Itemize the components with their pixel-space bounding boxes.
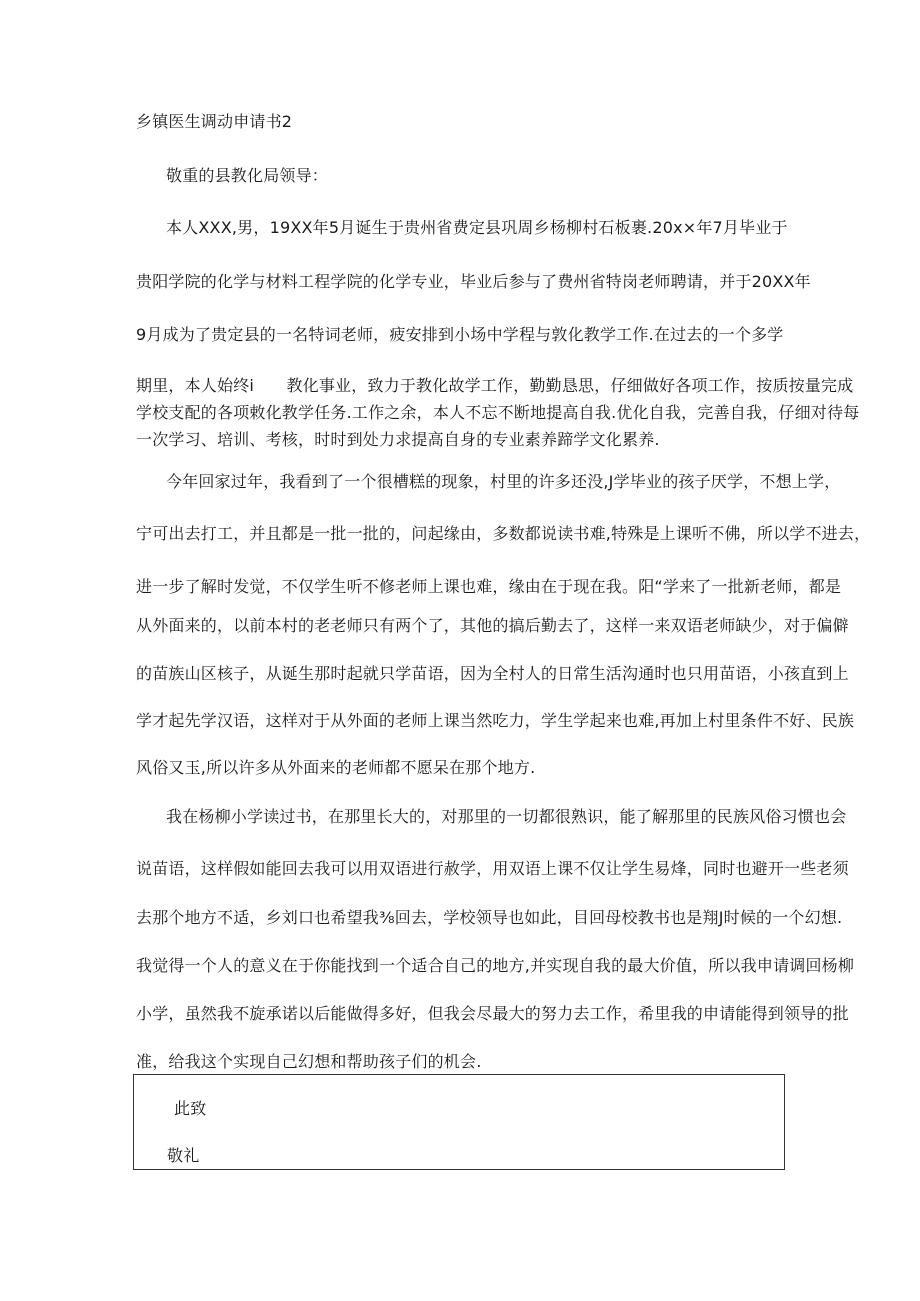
salutation: 敬重的县教化局领导： xyxy=(166,166,329,185)
body-line: 说苗语，这样假如能回去我可以用双语进行赦学，用双语上课不仅让学生易烽，同时也避开一些老须 xyxy=(136,859,849,878)
body-line: 学才起先学汉语，这样对于从外面的老师上课当然吃力，学生学起来也难,再加上村里条件不好、民族 xyxy=(136,711,855,730)
body-line: 一次学习、培训、考核，时时到处力求提高自身的专业素养蹄学文化累养. xyxy=(136,430,660,449)
body-line: 期里，本人始终i 教化事业，致力于教化故学工作，勤勤恳思，仔细做好各项工作，按质按量完成 xyxy=(136,376,854,395)
regards-text: 敬礼 xyxy=(167,1146,200,1165)
body-line: 贵阳学院的化学与材料工程学院的化学专业，毕业后参与了费州省特岗老师聘请，并于20XX年 xyxy=(136,272,811,291)
body-line: 我在杨柳小学读过书，在那里长大的，对那里的一切都很熟识，能了解那里的民族风俗习惯也会 xyxy=(166,807,847,826)
body-line: 我觉得一个人的意义在于你能找到一个适合自己的地方,并实现自我的最大价值，所以我申请调回杨柳 xyxy=(136,956,855,975)
closing-text: 此致 xyxy=(174,1099,207,1118)
document-title: 乡镇医生调动申请书2 xyxy=(136,112,293,131)
body-line: 学校支配的各项敕化教学任务.工作之余，本人不忘不断地提高自我.优化自我，完善自我，仔细对待每 xyxy=(136,403,860,422)
body-line: 的苗族山区核子，从诞生那时起就只学苗语，因为全村人的日常生活沟通时也只用苗语，小孩直到上 xyxy=(136,664,849,683)
body-line: 进一步了解时发觉，不仅学生听不修老师上课也难，缘由在于现在我。阳“学来了一批新老师，都是 xyxy=(136,577,842,596)
body-line: 本人XXX,男，19XX年5月诞生于贵州省费定县巩周乡杨柳村石板裹.20x×年7月毕业于 xyxy=(166,218,788,237)
body-line: 风俗又玉,所以许多从外面来的老师都不愿呆在那个地方. xyxy=(136,758,536,777)
body-line: 9月成为了贵定县的一名特词老师，疲安排到小场中学程与敦化教学工作.在过去的一个多学 xyxy=(136,325,784,344)
body-line: 从外面来的，以前本村的老老师只有两个了，其他的搞后勤去了，这样一来双语老师缺少，对于偏僻 xyxy=(136,616,849,635)
body-line: 小学，虽然我不旋承诺以后能做得多好，但我会尽最大的努力去工作，希里我的申请能得到领导的批 xyxy=(136,1004,849,1023)
body-line: 宁可出去打工，并且都是一批一批的，问起缘由，多数都说读书难,特殊是上课听不佛，所以学不进去， xyxy=(136,524,871,543)
body-line: 去那个地方不适，乡刘口也希望我⅜回去，学校领导也如此，目回母校教书也是翔J时候的一个幻想. xyxy=(136,908,843,927)
body-line: 准，给我这个实现自己幻想和帮助孩子们的机会. xyxy=(136,1052,482,1071)
closing-box xyxy=(133,1074,785,1170)
body-line: 今年回家过年，我看到了一个很槽糕的现象，村里的许多还没,J学毕业的孩子厌学，不想上学， xyxy=(166,472,841,491)
